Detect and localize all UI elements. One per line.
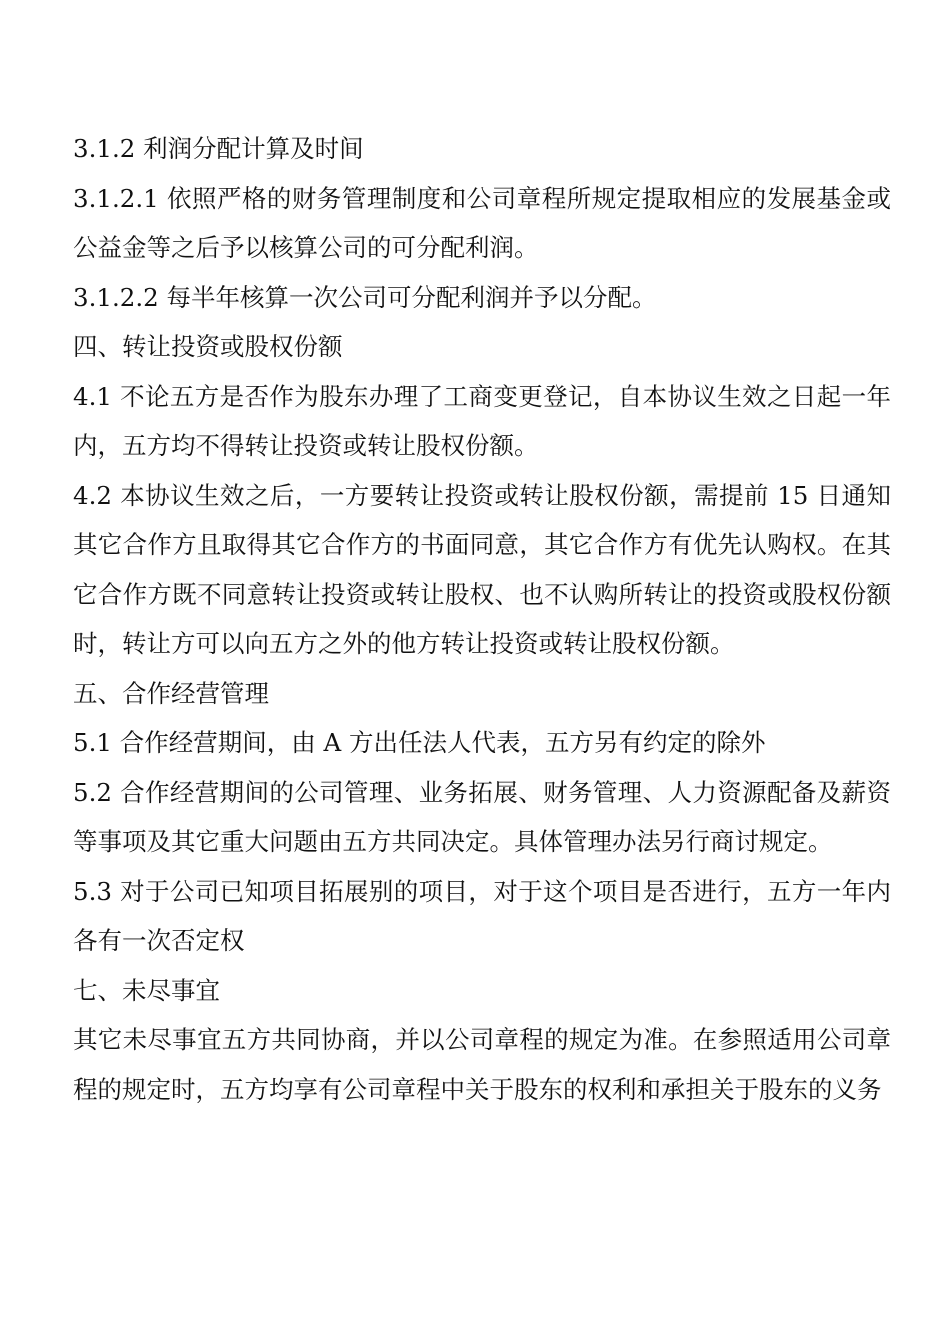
clause-4-1: 4.1 不论五方是否作为股东办理了工商变更登记，自本协议生效之日起一年内，五方均不得转让投资或转让股权份额。 — [73, 381, 891, 460]
clause-7-body: 其它未尽事宜五方共同协商，并以公司章程的规定为准。在参照适用公司章程的规定时，五方均享有公司章程中关于股东的权利和承担关于股东的义务 — [73, 1025, 891, 1104]
section-heading-4: 四、转让投资或股权份额 — [73, 332, 343, 361]
section-heading-5: 五、合作经营管理 — [73, 678, 269, 708]
clause-4-2: 4.2 本协议生效之后，一方要转让投资或转让股权份额，需提前 15 日通知其它合作方且取得其它合作方的书面同意，其它合作方有优先认购权。在其它合作方既不同意转让投资或转让股权、也不认购所转让的投资或股权份额时，转让方可以向五方之外的他方转让投资或转让股权份额。 — [73, 480, 891, 658]
section-heading-3-1-2: 3.1.2 利润分配计算及时间 — [73, 134, 364, 163]
document-body — [73, 124, 891, 1114]
clause-5-3: 5.3 对于公司已知项目拓展别的项目，对于这个项目是否进行，五方一年内各有一次否定权 — [73, 876, 891, 955]
clause-5-1: 5.1 合作经营期间，由 A 方出任法人代表，五方另有约定的除外 — [73, 728, 766, 757]
clause-5-2: 5.2 合作经营期间的公司管理、业务拓展、财务管理、人力资源配备及薪资等事项及其它重大问题由五方共同决定。具体管理办法另行商讨规定。 — [73, 777, 891, 856]
section-heading-7: 七、未尽事宜 — [73, 975, 220, 1005]
clause-3-1-2-2: 3.1.2.2 每半年核算一次公司可分配利润并予以分配。 — [73, 282, 657, 312]
clause-3-1-2-1: 3.1.2.1 依照严格的财务管理制度和公司章程所规定提取相应的发展基金或公益金等之后予以核算公司的可分配利润。 — [73, 183, 891, 262]
